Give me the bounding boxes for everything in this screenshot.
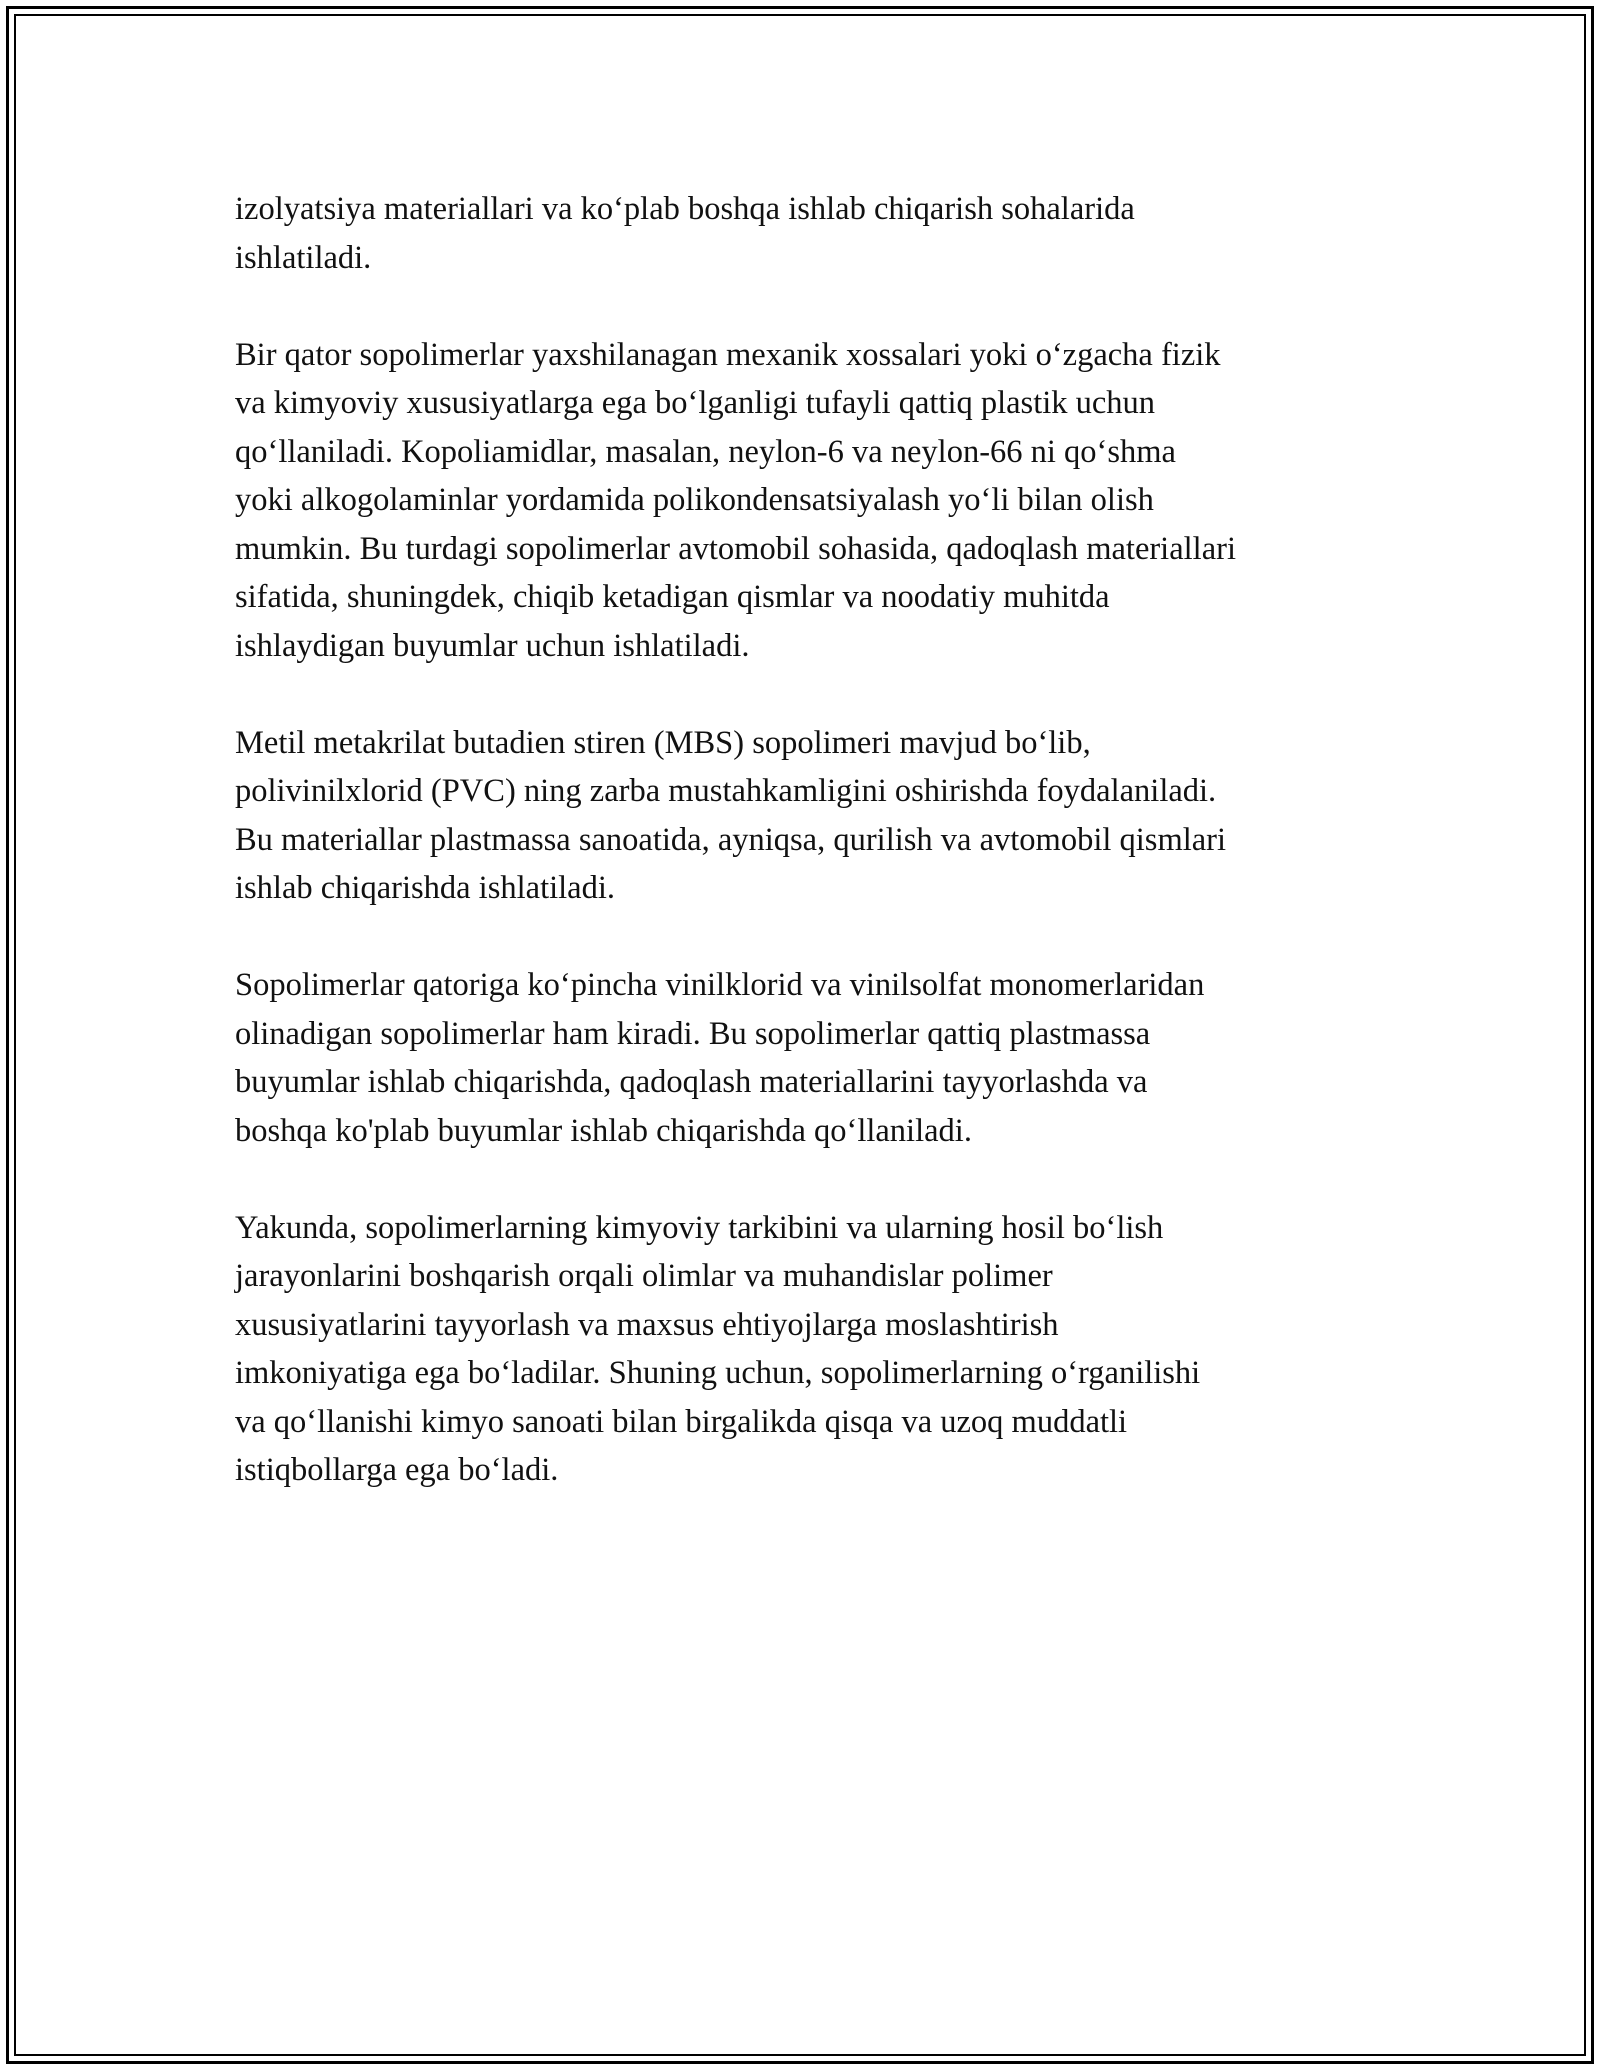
paragraph-3: Metil metakrilat butadien stiren (MBS) sopolimeri mavjud bo‘lib, polivinilxlorid (PVC) ning zarba mustahkamligini oshirishda foydalaniladi. Bu materiallar plastmassa sanoatida, ayniqsa, qurilish va avtomobil qismlari ishlab chiqarishda ishlatiladi. — [235, 724, 1227, 906]
paragraph-5: Yakunda, sopolimerlarning kimyoviy tarkibini va ularning hosil bo‘lish jarayonlarini boshqarish orqali olimlar va muhandislar polimer xususiyatlarini tayyorlash va maxsus ehtiyojlarga moslashtirish imkoniyatiga ega bo‘ladilar. Shuning uchun, sopolimerlarning o‘rganilishi va qo‘llanishi kimyo sanoati bilan birgalikda qisqa va uzoq muddatli istiqbollarga ega bo‘ladi. — [235, 1209, 1201, 1488]
paragraph-4: Sopolimerlar qatoriga ko‘pincha vinilklorid va vinilsolfat monomerlaridan olinadigan sopolimerlar ham kiradi. Bu sopolimerlar qattiq plastmassa buyumlar ishlab chiqarishda, qadoqlash materiallarini tayyorlashda va boshqa ko'plab buyumlar ishlab chiqarishda qo‘llaniladi. — [235, 967, 1205, 1149]
document-body — [235, 185, 1385, 1543]
paragraph-1: izolyatsiya materiallari va ko‘plab boshqa ishlab chiqarish sohalarida ishlatiladi. — [235, 191, 1135, 276]
paragraph-2: Bir qator sopolimerlar yaxshilanagan mexanik xossalari yoki o‘zgacha fizik va kimyoviy xususiyatlarga ega bo‘lganligi tufayli qattiq plastik uchun qo‘llaniladi. Kopoliamidlar, masalan, neylon-6 va neylon-66 ni qo‘shma yoki alkogolaminlar yordamida polikondensatsiyalash yo‘li bilan olish mumkin. Bu turdagi sopolimerlar avtomobil sohasida, qadoqlash materiallari sifatida, shuningdek, chiqib ketadigan qismlar va noodatiy muhitda ishlaydigan buyumlar uchun ishlatiladi. — [235, 336, 1236, 664]
